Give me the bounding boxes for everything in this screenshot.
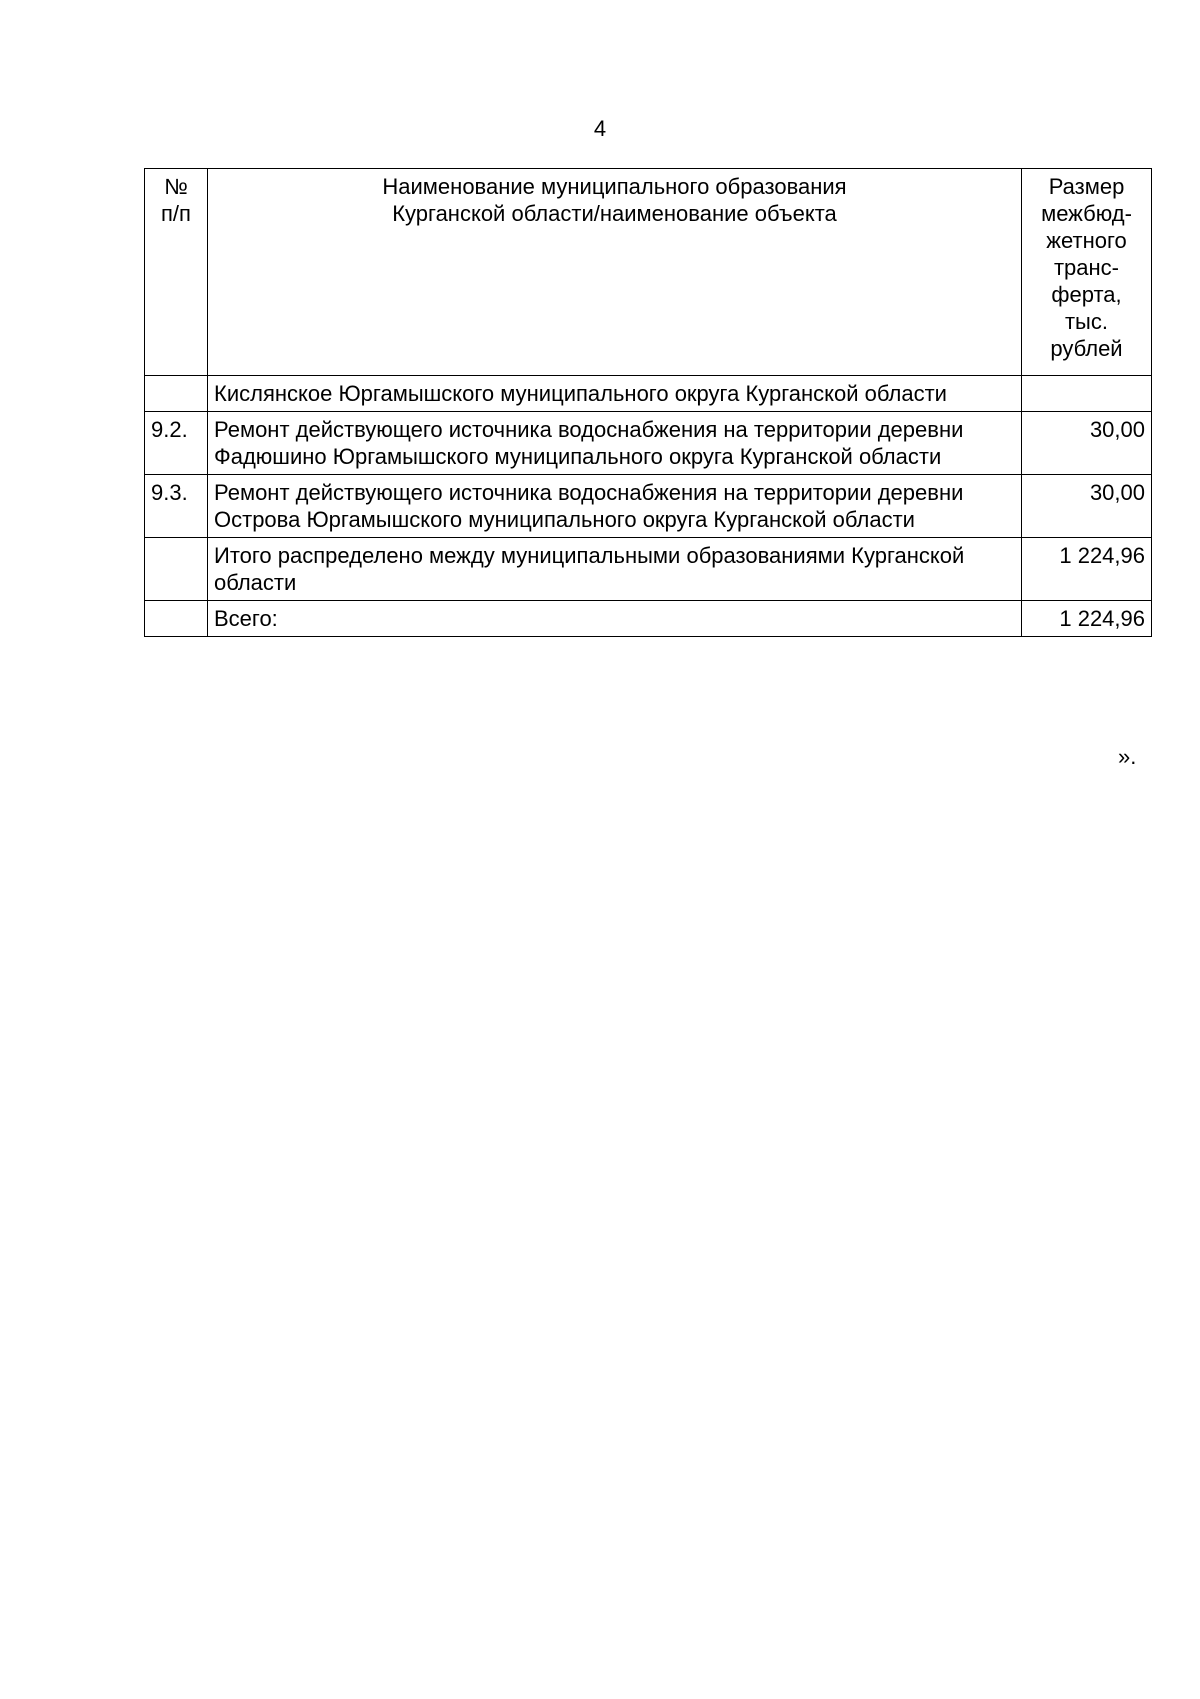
row-name: Кислянское Юргамышского муниципального округа Курганской области (208, 376, 1022, 412)
row-amount: 30,00 (1022, 475, 1152, 538)
table-row-total (145, 601, 1152, 637)
table-row-subtotal (145, 538, 1152, 601)
header-amount-line-3: жетного (1046, 228, 1127, 253)
header-name-line-2: Курганской области/наименование объекта (392, 201, 837, 226)
row-amount (1022, 376, 1152, 412)
row-number (145, 601, 208, 637)
header-amount-line-1: Размер (1048, 174, 1125, 199)
header-number-cell (145, 169, 208, 376)
closing-quote-mark: ». (1118, 744, 1137, 769)
header-amount-line-5: ферта, (1051, 282, 1122, 307)
row-name: Ремонт действующего источника водоснабжения на территории деревни Фадюшино Юргамышского муниципального округа Курганской области (208, 412, 1022, 475)
table-header-row (145, 169, 1152, 376)
row-amount: 30,00 (1022, 412, 1152, 475)
header-amount-cell (1022, 169, 1152, 376)
row-amount: 1 224,96 (1022, 601, 1152, 637)
header-name-cell (208, 169, 1022, 376)
page-number: 4 (593, 116, 607, 141)
row-number: 9.2. (145, 412, 208, 475)
header-amount-line-7: рублей (1050, 336, 1123, 361)
row-number (145, 376, 208, 412)
table-row (145, 376, 1152, 412)
row-number (145, 538, 208, 601)
header-amount-line-6: тыс. (1064, 309, 1108, 334)
header-name-line-1: Наименование муниципального образования (382, 174, 847, 199)
header-amount-line-4: транс- (1053, 255, 1120, 280)
table-row (145, 475, 1152, 538)
row-amount: 1 224,96 (1022, 538, 1152, 601)
header-number-symbol: № (164, 174, 188, 199)
table-row (145, 412, 1152, 475)
row-name: Всего: (208, 601, 1022, 637)
row-name: Ремонт действующего источника водоснабжения на территории деревни Острова Юргамышского муниципального округа Курганской области (208, 475, 1022, 538)
row-number: 9.3. (145, 475, 208, 538)
header-amount-line-2: межбюд- (1041, 201, 1132, 226)
row-name: Итого распределено между муниципальными образованиями Курганской области (208, 538, 1022, 601)
header-number-abbrev: п/п (161, 201, 191, 226)
allocation-table (144, 168, 1152, 637)
